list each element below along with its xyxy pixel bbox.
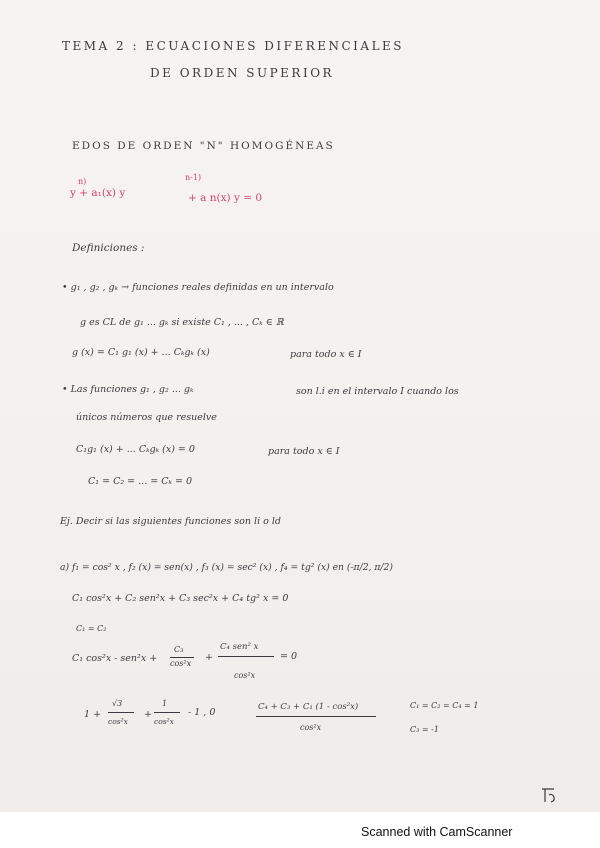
work-step-2: C₁ = C₂ (76, 624, 107, 633)
definitions-heading: Definiciones : (72, 242, 145, 254)
work-step-3-plus: + (205, 652, 213, 663)
result-c3: C₃ = -1 (410, 725, 439, 734)
definition-1-condition: para todo x ∈ I (290, 349, 362, 360)
work-step-4-plus: + (144, 709, 152, 720)
fraction-bar (108, 712, 134, 713)
definition-2-condition: para todo x ∈ I (268, 446, 340, 457)
work-step-4-end: - 1 , 0 (188, 707, 216, 718)
document-subtitle: DE ORDEN SUPERIOR (150, 66, 335, 80)
work-step-3-equals: = 0 (280, 651, 298, 662)
work-step-3-frac2-num: C₄ sen² x (220, 642, 259, 652)
fraction-bar (170, 657, 194, 658)
work-step-4-frac1-den: cos²x (108, 717, 128, 726)
work-step-4-frac2-den: cos²x (154, 717, 174, 726)
work-step-3-frac2-den: cos²x (234, 671, 256, 680)
definition-1-line-2: g es CL de g₁ ... gₖ si existe C₁ , ... , Cₖ ∈ ℝ (80, 317, 284, 328)
page-corner-mark-icon (540, 785, 560, 805)
work-step-1: C₁ cos²x + C₂ sen²x + C₃ sec²x + C₄ tg² x = 0 (72, 593, 289, 604)
definition-2-line-1: • Las funciones g₁ , g₂ ... gₖ (62, 384, 194, 395)
exercise-a-statement: a) f₁ = cos² x , f₂ (x) = sen(x) , f₃ (x) = sec² (x) , f₄ = tg² (x) en (-π/2, π/2) (60, 562, 393, 573)
fraction-bar (218, 656, 274, 657)
definition-2-line-1-cont: son l.i en el intervalo I cuando los (296, 386, 459, 397)
general-equation-right: + a n(x) y = 0 (188, 192, 263, 204)
eq-exponent-n: n) (78, 177, 87, 186)
work-step-3-frac1-num: C₃ (174, 645, 184, 654)
fraction-bar (256, 716, 376, 717)
work-step-3-left: C₁ cos²x - sen²x + (72, 653, 158, 664)
work-step-4-start: 1 + (84, 709, 102, 720)
exercise-heading: Ej. Decir si las siguientes funciones son li o ld (60, 516, 281, 527)
definition-1-line-3: g (x) = C₁ g₁ (x) + ... Cₖgₖ (x) (72, 347, 210, 358)
work-step-3-frac1-den: cos²x (170, 659, 192, 668)
definition-2-line-2: únicos números que resuelve (76, 412, 217, 423)
work-step-4-frac1-num: √3 (112, 699, 123, 708)
work-step-4-combined-den: cos²x (300, 723, 322, 732)
fraction-bar (154, 712, 180, 713)
result-constants: C₁ = C₂ = C₄ = 1 (410, 701, 479, 710)
definition-1-line-1: • g₁ , g₂ , gₖ → funciones reales definidas en un intervalo (62, 282, 334, 293)
section-heading: EDOS DE ORDEN "N" HOMOGÉNEAS (72, 140, 335, 152)
eq-exponent-n-minus-1: n-1) (185, 173, 202, 182)
work-step-4-combined-num: C₄ + C₃ + C₁ (1 - cos²x) (258, 702, 359, 712)
document-title: TEMA 2 : ECUACIONES DIFERENCIALES (62, 39, 405, 53)
scanner-watermark: Scanned with CamScanner (361, 825, 513, 839)
work-step-4-frac2-num: 1 (162, 699, 168, 708)
general-equation-left: y + a₁(x) y (70, 187, 126, 199)
definition-2-line-3: C₁g₁ (x) + ... Cₖgₖ (x) = 0 (76, 444, 195, 455)
definition-2-line-4: C₁ = C₂ = ... = Cₖ = 0 (88, 476, 192, 487)
